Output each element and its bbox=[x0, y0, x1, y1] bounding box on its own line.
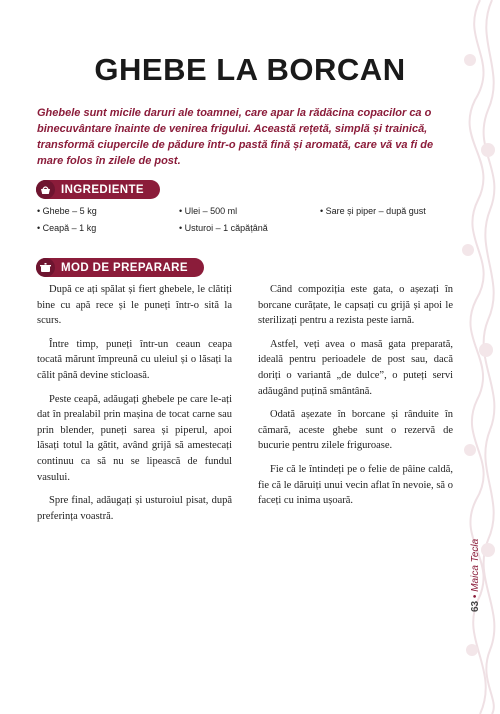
paragraph: Când compoziția este gata, o așezați în borcane curățate, le capsați cu grijă și apoi le sterilizați pentru a rezista peste iarnă. bbox=[258, 284, 453, 327]
basket-icon bbox=[36, 180, 55, 199]
pot-icon bbox=[36, 258, 55, 277]
preparation-left-column bbox=[37, 282, 232, 532]
paragraph: Odată așezate în borcane și rânduite în cămară, aceste ghebe sunt o rezervă de bucurie pentru zilele friguroase. bbox=[258, 409, 453, 452]
footer-author: Maica Tecla bbox=[470, 538, 481, 592]
preparation-right-column bbox=[258, 282, 453, 517]
preparation-header-label: MOD DE PREPARARE bbox=[61, 261, 188, 274]
paragraph: Peste ceapă, adăugați ghebele pe care le-ați dat în prealabil prin mașina de tocat carne sau prin blender, puneți sarea și piperul, apoi lăsați totul la gătit, având grijă să amestecați continuu ca să nu se lipească de fundul vasului. bbox=[37, 393, 232, 483]
preparation-header bbox=[36, 258, 204, 277]
page-title: GHEBE LA BORCAN bbox=[94, 52, 406, 87]
page-footer bbox=[470, 532, 481, 612]
paragraph: Între timp, puneți într-un ceaun ceapa tocată mărunt împreună cu uleiul și o lăsați la călit până devine sticloasă. bbox=[37, 338, 232, 381]
intro-text: Ghebele sunt micile daruri ale toamnei, care apar la rădăcina copacilor ca o binecuvântare înainte de venirea frigului. Această rețetă, simplă și trainică, transformă ciupercile de pădure într-o pastă fină și aromată, care vă va fi de mare folos în zilele de post. bbox=[37, 107, 434, 167]
ingredient-item: • Ulei – 500 ml bbox=[179, 206, 238, 216]
paragraph: Fie că le întindeți pe o felie de pâine caldă, fie că le dăruiți unui vecin aflat în nevoie, să o faceți cu inima ușoară. bbox=[258, 463, 453, 507]
page-number: 63 bbox=[470, 600, 481, 612]
ingredient-item: • Usturoi – 1 căpățână bbox=[179, 223, 268, 233]
ingredient-item: • Sare și piper – după gust bbox=[320, 206, 426, 216]
ingredient-item: • Ceapă – 1 kg bbox=[37, 223, 97, 233]
ingredients-header-label: INGREDIENTE bbox=[61, 183, 144, 196]
ingredient-item: • Ghebe – 5 kg bbox=[37, 206, 97, 216]
paragraph: După ce ați spălat și fiert ghebele, le clătiți bine cu apă rece și le puneți într-o sită la scurs. bbox=[37, 284, 232, 327]
footer-separator: • bbox=[470, 594, 481, 599]
paragraph: Astfel, veți avea o masă gata preparată, ideală pentru perioadele de post sau, dacă doriți o variantă „de dulce”, o puteți servi adăugând puțină smântână. bbox=[258, 338, 453, 397]
ingredients-header bbox=[36, 180, 160, 199]
paragraph: Spre final, adăugați și usturoiul pisat, după preferința voastră. bbox=[37, 495, 232, 522]
